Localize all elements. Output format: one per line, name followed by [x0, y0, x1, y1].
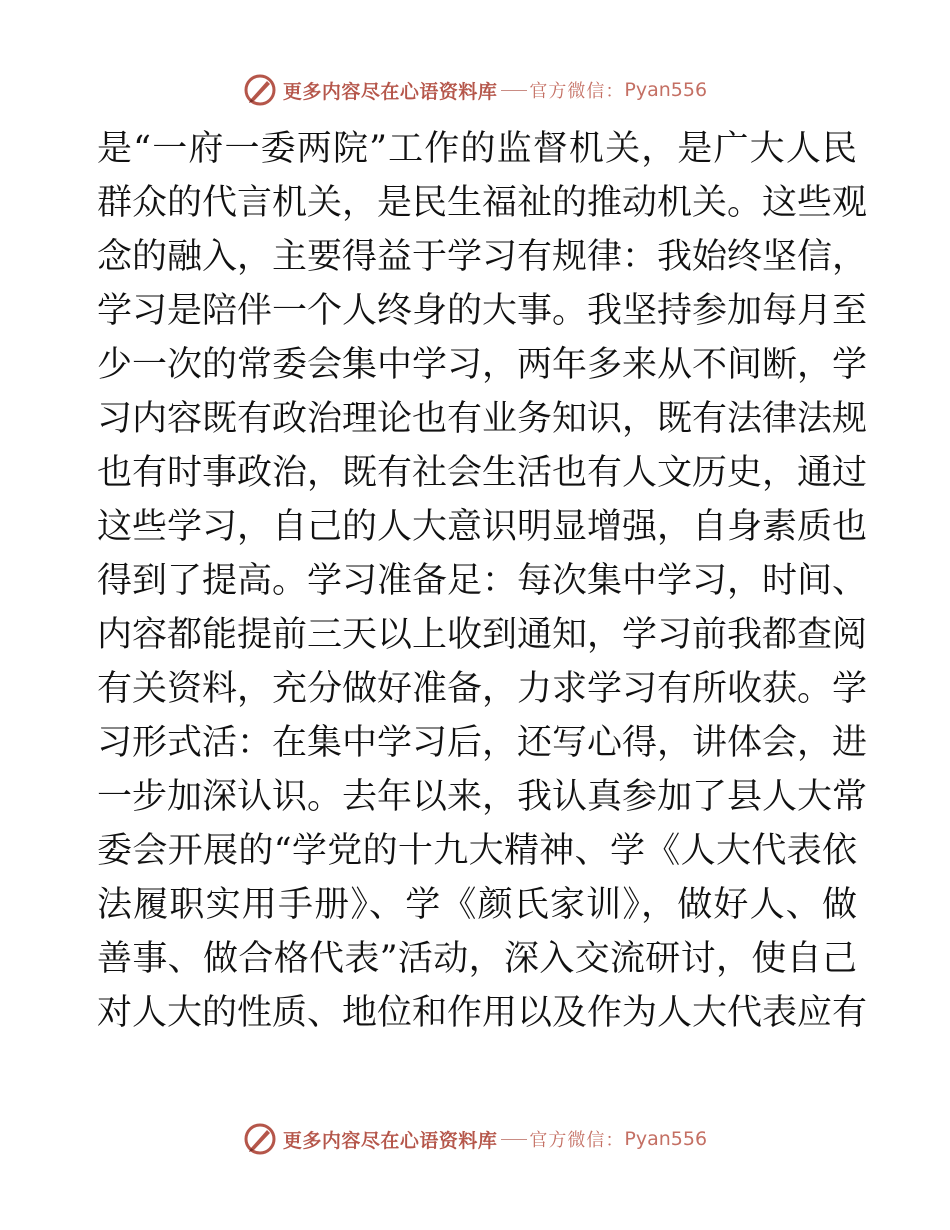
quill-logo-icon — [243, 1122, 277, 1156]
header-official-label: 官方微信： — [529, 81, 625, 102]
body-line: 委会开展的“学党的十九大精神、学《人大代表依 — [97, 831, 857, 871]
quill-logo-icon — [243, 73, 277, 107]
header-brand-text: 更多内容尽在心语资料库 — [282, 80, 498, 103]
document-body — [97, 122, 868, 1040]
footer-official-label: 官方微信： — [529, 1130, 625, 1151]
body-line: 有关资料，充分做好准备，力求学习有所收获。学 — [97, 669, 868, 709]
footer-brand-text: 更多内容尽在心语资料库 — [282, 1129, 498, 1152]
body-line: 学习是陪伴一个人终身的大事。我坚持参加每月至 — [97, 291, 868, 331]
body-line: 也有时事政治，既有社会生活也有人文历史，通过 — [97, 453, 868, 493]
footer-account-id: Pyan556 — [624, 1128, 708, 1150]
body-line: 一步加深认识。去年以来，我认真参加了县人大常 — [97, 777, 868, 817]
body-line: 善事、做合格代表”活动，深入交流研讨，使自己 — [97, 939, 857, 979]
body-line: 这些学习，自己的人大意识明显增强，自身素质也 — [97, 507, 868, 547]
header-dash — [501, 90, 527, 91]
body-line: 群众的代言机关，是民生福祉的推动机关。这些观 — [97, 183, 868, 223]
body-line: 念的融入，主要得益于学习有规律：我始终坚信， — [97, 237, 868, 277]
body-line: 是“一府一委两院”工作的监督机关，是广大人民 — [97, 129, 857, 169]
body-line: 少一次的常委会集中学习，两年多来从不间断，学 — [97, 345, 868, 385]
body-line: 法履职实用手册》、学《颜氏家训》，做好人、做 — [97, 885, 857, 925]
body-line: 习内容既有政治理论也有业务知识，既有法律法规 — [97, 399, 868, 439]
body-line: 习形式活：在集中学习后，还写心得，讲体会，进 — [97, 723, 868, 763]
body-line: 内容都能提前三天以上收到通知，学习前我都查阅 — [97, 615, 868, 655]
footer-banner — [0, 1117, 950, 1161]
header-account-id: Pyan556 — [624, 79, 708, 101]
header-banner — [0, 68, 950, 112]
footer-dash — [501, 1139, 527, 1140]
body-line: 对人大的性质、地位和作用以及作为人大代表应有 — [97, 993, 868, 1033]
body-line: 得到了提高。学习准备足：每次集中学习，时间、 — [97, 561, 868, 601]
